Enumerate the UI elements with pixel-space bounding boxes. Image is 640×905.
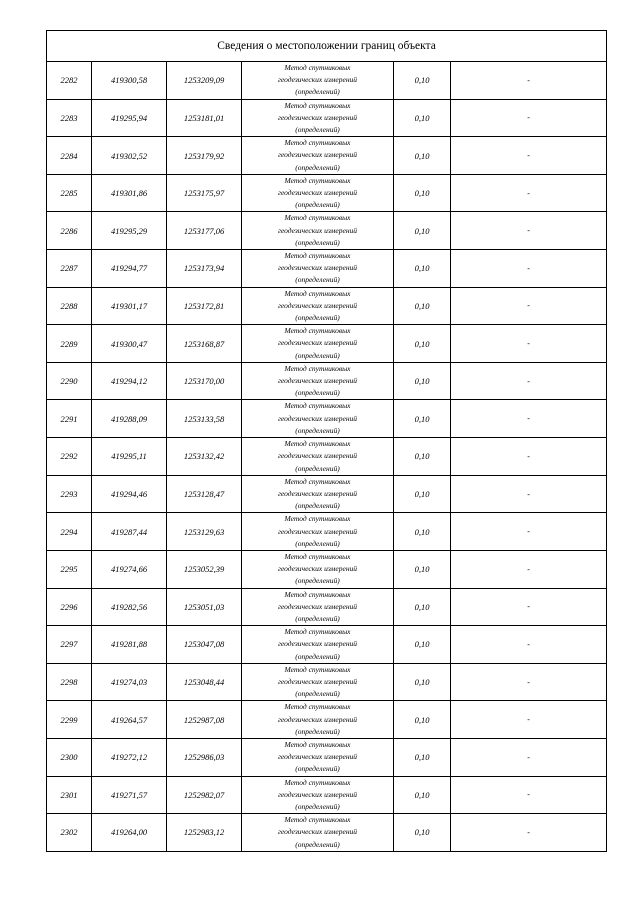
table-row bbox=[47, 99, 607, 137]
note: - bbox=[451, 212, 607, 250]
method-line: Метод спутниковых bbox=[284, 363, 351, 373]
method-cell bbox=[242, 400, 394, 438]
accuracy: 0,10 bbox=[394, 362, 451, 400]
table-row bbox=[47, 137, 607, 175]
method-line: геодезических измерений bbox=[277, 263, 358, 273]
coord-y: 1253129,63 bbox=[167, 513, 242, 551]
table-row bbox=[47, 588, 607, 626]
coord-y: 1253047,08 bbox=[167, 626, 242, 664]
note: - bbox=[451, 137, 607, 175]
note: - bbox=[451, 438, 607, 476]
table-row bbox=[47, 212, 607, 250]
method-line: геодезических измерений bbox=[277, 188, 358, 198]
method-cell bbox=[242, 438, 394, 476]
coord-y: 1253128,47 bbox=[167, 475, 242, 513]
table-row bbox=[47, 325, 607, 363]
accuracy: 0,10 bbox=[394, 287, 451, 325]
method-line: геодезических измерений bbox=[277, 564, 358, 574]
method-line: (определений) bbox=[295, 125, 340, 135]
method-line: геодезических измерений bbox=[277, 451, 358, 461]
method-line: Метод спутниковых bbox=[284, 702, 351, 712]
table-row bbox=[47, 776, 607, 814]
method-line: геодезических измерений bbox=[277, 413, 358, 423]
table-row bbox=[47, 400, 607, 438]
method-line: (определений) bbox=[295, 651, 340, 661]
table-row bbox=[47, 475, 607, 513]
coord-x: 419295,94 bbox=[92, 99, 167, 137]
coord-y: 1253051,03 bbox=[167, 588, 242, 626]
method-line: Метод спутниковых bbox=[284, 288, 351, 298]
coord-y: 1253133,58 bbox=[167, 400, 242, 438]
table-row bbox=[47, 626, 607, 664]
method-line: геодезических измерений bbox=[277, 376, 358, 386]
note: - bbox=[451, 738, 607, 776]
table-row bbox=[47, 513, 607, 551]
coord-y: 1253175,97 bbox=[167, 174, 242, 212]
method-line: Метод спутниковых bbox=[284, 476, 351, 486]
note: - bbox=[451, 588, 607, 626]
table-row bbox=[47, 701, 607, 739]
note: - bbox=[451, 626, 607, 664]
point-number: 2301 bbox=[47, 776, 92, 814]
accuracy: 0,10 bbox=[394, 814, 451, 852]
method-line: (определений) bbox=[295, 425, 340, 435]
coord-y: 1252982,07 bbox=[167, 776, 242, 814]
point-number: 2290 bbox=[47, 362, 92, 400]
point-number: 2291 bbox=[47, 400, 92, 438]
accuracy: 0,10 bbox=[394, 776, 451, 814]
accuracy: 0,10 bbox=[394, 99, 451, 137]
method-line: (определений) bbox=[295, 576, 340, 586]
point-number: 2294 bbox=[47, 513, 92, 551]
note: - bbox=[451, 701, 607, 739]
accuracy: 0,10 bbox=[394, 588, 451, 626]
method-line: Метод спутниковых bbox=[284, 63, 351, 72]
coord-x: 419301,86 bbox=[92, 174, 167, 212]
method-line: (определений) bbox=[295, 87, 340, 97]
method-line: Метод спутниковых bbox=[284, 514, 351, 524]
method-line: геодезических измерений bbox=[277, 225, 358, 235]
method-cell bbox=[242, 588, 394, 626]
point-number: 2300 bbox=[47, 738, 92, 776]
coord-y: 1253052,39 bbox=[167, 550, 242, 588]
method-line: геодезических измерений bbox=[277, 714, 358, 724]
point-number: 2288 bbox=[47, 287, 92, 325]
point-number: 2284 bbox=[47, 137, 92, 175]
note: - bbox=[451, 776, 607, 814]
note: - bbox=[451, 362, 607, 400]
note: - bbox=[451, 513, 607, 551]
method-cell bbox=[242, 550, 394, 588]
accuracy: 0,10 bbox=[394, 663, 451, 701]
method-line: (определений) bbox=[295, 839, 340, 849]
accuracy: 0,10 bbox=[394, 738, 451, 776]
method-line: Метод спутниковых bbox=[284, 589, 351, 599]
coord-x: 419294,77 bbox=[92, 250, 167, 288]
note: - bbox=[451, 250, 607, 288]
method-line: Метод спутниковых bbox=[284, 251, 351, 261]
accuracy: 0,10 bbox=[394, 62, 451, 100]
note: - bbox=[451, 475, 607, 513]
method-line: геодезических измерений bbox=[277, 789, 358, 799]
method-line: (определений) bbox=[295, 275, 340, 285]
coord-y: 1253048,44 bbox=[167, 663, 242, 701]
method-line: геодезических измерений bbox=[277, 112, 358, 122]
coord-x: 419272,12 bbox=[92, 738, 167, 776]
table-row bbox=[47, 174, 607, 212]
accuracy: 0,10 bbox=[394, 513, 451, 551]
method-line: (определений) bbox=[295, 463, 340, 473]
method-line: геодезических измерений bbox=[277, 338, 358, 348]
boundary-points-table bbox=[46, 30, 607, 852]
method-line: геодезических измерений bbox=[277, 150, 358, 160]
method-line: (определений) bbox=[295, 801, 340, 811]
boundary-sheet bbox=[46, 30, 606, 852]
method-line: (определений) bbox=[295, 350, 340, 360]
method-line: (определений) bbox=[295, 313, 340, 323]
method-cell bbox=[242, 174, 394, 212]
coord-y: 1253209,09 bbox=[167, 62, 242, 100]
coord-x: 419295,29 bbox=[92, 212, 167, 250]
point-number: 2287 bbox=[47, 250, 92, 288]
coord-x: 419288,09 bbox=[92, 400, 167, 438]
coord-y: 1253172,81 bbox=[167, 287, 242, 325]
method-cell bbox=[242, 475, 394, 513]
coord-y: 1253132,42 bbox=[167, 438, 242, 476]
method-line: (определений) bbox=[295, 200, 340, 210]
point-number: 2297 bbox=[47, 626, 92, 664]
method-line: геодезических измерений bbox=[277, 300, 358, 310]
method-line: (определений) bbox=[295, 501, 340, 511]
method-cell bbox=[242, 513, 394, 551]
coord-x: 419264,57 bbox=[92, 701, 167, 739]
method-line: (определений) bbox=[295, 613, 340, 623]
method-line: Метод спутниковых bbox=[284, 777, 351, 787]
coord-x: 419264,00 bbox=[92, 814, 167, 852]
method-line: Метод спутниковых bbox=[284, 326, 351, 336]
method-cell bbox=[242, 250, 394, 288]
accuracy: 0,10 bbox=[394, 325, 451, 363]
method-line: Метод спутниковых bbox=[284, 439, 351, 449]
point-number: 2296 bbox=[47, 588, 92, 626]
method-line: геодезических измерений bbox=[277, 488, 358, 498]
coord-x: 419287,44 bbox=[92, 513, 167, 551]
note: - bbox=[451, 663, 607, 701]
coord-x: 419274,66 bbox=[92, 550, 167, 588]
method-line: геодезических измерений bbox=[277, 75, 358, 85]
method-cell bbox=[242, 701, 394, 739]
point-number: 2282 bbox=[47, 62, 92, 100]
table-row bbox=[47, 362, 607, 400]
method-line: геодезических измерений bbox=[277, 827, 358, 837]
method-cell bbox=[242, 776, 394, 814]
method-line: Метод спутниковых bbox=[284, 664, 351, 674]
coord-y: 1253179,92 bbox=[167, 137, 242, 175]
accuracy: 0,10 bbox=[394, 212, 451, 250]
method-line: Метод спутниковых bbox=[284, 213, 351, 223]
coord-x: 419274,03 bbox=[92, 663, 167, 701]
point-number: 2299 bbox=[47, 701, 92, 739]
table-row bbox=[47, 663, 607, 701]
method-cell bbox=[242, 99, 394, 137]
accuracy: 0,10 bbox=[394, 550, 451, 588]
method-line: Метод спутниковых bbox=[284, 138, 351, 148]
accuracy: 0,10 bbox=[394, 174, 451, 212]
coord-x: 419300,47 bbox=[92, 325, 167, 363]
method-cell bbox=[242, 325, 394, 363]
method-cell bbox=[242, 362, 394, 400]
note: - bbox=[451, 814, 607, 852]
method-cell bbox=[242, 212, 394, 250]
table-row bbox=[47, 62, 607, 100]
table-title: Сведения о местоположении границ объекта bbox=[47, 31, 607, 62]
coord-y: 1252986,03 bbox=[167, 738, 242, 776]
note: - bbox=[451, 62, 607, 100]
accuracy: 0,10 bbox=[394, 701, 451, 739]
table-row bbox=[47, 250, 607, 288]
point-number: 2283 bbox=[47, 99, 92, 137]
coord-x: 419282,56 bbox=[92, 588, 167, 626]
method-line: Метод спутниковых bbox=[284, 401, 351, 411]
method-cell bbox=[242, 814, 394, 852]
coord-y: 1253181,01 bbox=[167, 99, 242, 137]
note: - bbox=[451, 174, 607, 212]
point-number: 2302 bbox=[47, 814, 92, 852]
coord-x: 419294,12 bbox=[92, 362, 167, 400]
method-line: Метод спутниковых bbox=[284, 815, 351, 825]
coord-y: 1253170,00 bbox=[167, 362, 242, 400]
method-line: геодезических измерений bbox=[277, 752, 358, 762]
method-cell bbox=[242, 738, 394, 776]
method-line: Метод спутниковых bbox=[284, 551, 351, 561]
coord-y: 1252987,08 bbox=[167, 701, 242, 739]
table-row bbox=[47, 287, 607, 325]
method-cell bbox=[242, 287, 394, 325]
method-cell bbox=[242, 137, 394, 175]
method-cell bbox=[242, 663, 394, 701]
method-line: геодезических измерений bbox=[277, 601, 358, 611]
method-line: Метод спутниковых bbox=[284, 100, 351, 110]
accuracy: 0,10 bbox=[394, 438, 451, 476]
coord-y: 1253177,06 bbox=[167, 212, 242, 250]
point-number: 2285 bbox=[47, 174, 92, 212]
coord-x: 419302,52 bbox=[92, 137, 167, 175]
table-row bbox=[47, 814, 607, 852]
coord-x: 419271,57 bbox=[92, 776, 167, 814]
method-line: (определений) bbox=[295, 689, 340, 699]
table-body bbox=[47, 62, 607, 852]
accuracy: 0,10 bbox=[394, 626, 451, 664]
method-line: (определений) bbox=[295, 764, 340, 774]
table-row bbox=[47, 738, 607, 776]
table-row bbox=[47, 438, 607, 476]
method-line: (определений) bbox=[295, 162, 340, 172]
coord-y: 1252983,12 bbox=[167, 814, 242, 852]
note: - bbox=[451, 287, 607, 325]
accuracy: 0,10 bbox=[394, 475, 451, 513]
method-cell bbox=[242, 626, 394, 664]
point-number: 2286 bbox=[47, 212, 92, 250]
method-line: Метод спутниковых bbox=[284, 175, 351, 185]
method-cell bbox=[242, 62, 394, 100]
coord-x: 419295,11 bbox=[92, 438, 167, 476]
accuracy: 0,10 bbox=[394, 137, 451, 175]
method-line: геодезических измерений bbox=[277, 526, 358, 536]
point-number: 2293 bbox=[47, 475, 92, 513]
note: - bbox=[451, 550, 607, 588]
coord-x: 419294,46 bbox=[92, 475, 167, 513]
note: - bbox=[451, 99, 607, 137]
accuracy: 0,10 bbox=[394, 250, 451, 288]
coord-x: 419300,58 bbox=[92, 62, 167, 100]
method-line: Метод спутниковых bbox=[284, 627, 351, 637]
method-line: геодезических измерений bbox=[277, 639, 358, 649]
coord-y: 1253168,87 bbox=[167, 325, 242, 363]
table-row bbox=[47, 550, 607, 588]
method-line: геодезических измерений bbox=[277, 676, 358, 686]
point-number: 2295 bbox=[47, 550, 92, 588]
point-number: 2298 bbox=[47, 663, 92, 701]
method-line: (определений) bbox=[295, 388, 340, 398]
accuracy: 0,10 bbox=[394, 400, 451, 438]
coord-y: 1253173,94 bbox=[167, 250, 242, 288]
method-line: (определений) bbox=[295, 538, 340, 548]
note: - bbox=[451, 325, 607, 363]
method-line: (определений) bbox=[295, 726, 340, 736]
point-number: 2289 bbox=[47, 325, 92, 363]
method-line: (определений) bbox=[295, 237, 340, 247]
coord-x: 419301,17 bbox=[92, 287, 167, 325]
coord-x: 419281,88 bbox=[92, 626, 167, 664]
note: - bbox=[451, 400, 607, 438]
method-line: Метод спутниковых bbox=[284, 739, 351, 749]
point-number: 2292 bbox=[47, 438, 92, 476]
